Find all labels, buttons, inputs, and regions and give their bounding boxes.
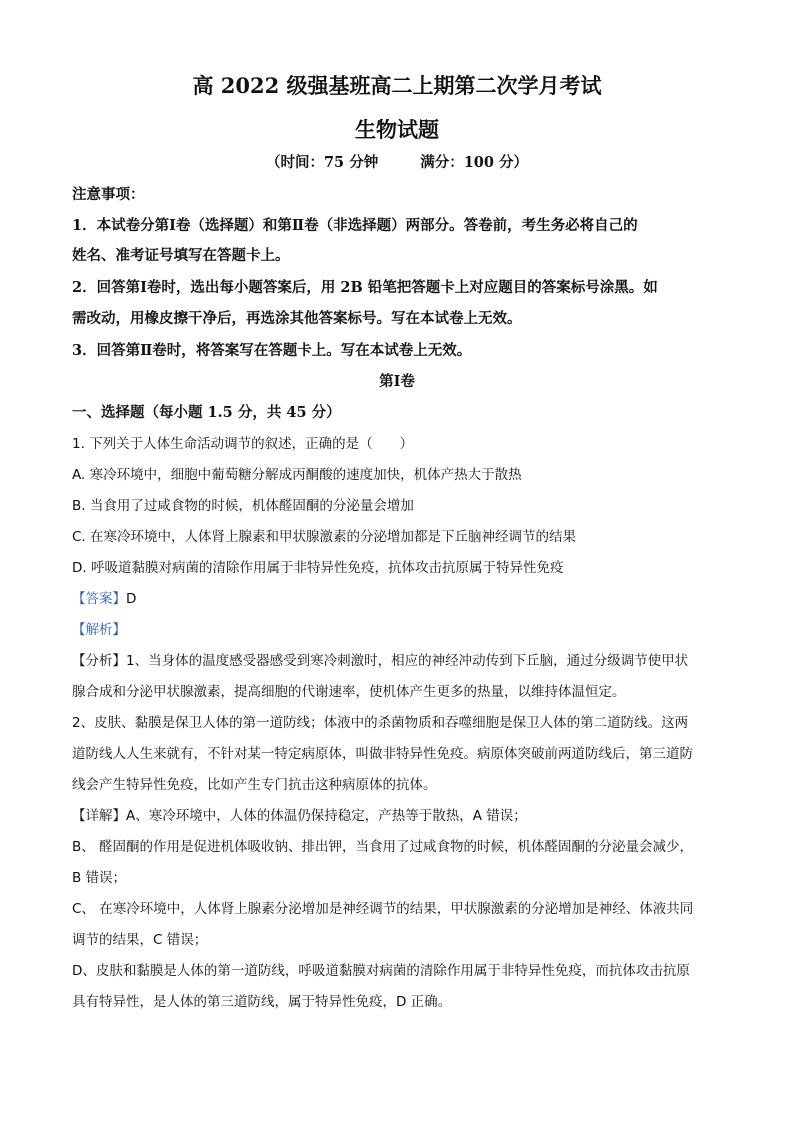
detail-b-line-1: B、 醛固酮的作用是促进机体吸收钠、排出钾，当食用了过咸食物的时候，机体醛固酮的分泌量会减少，	[72, 839, 694, 855]
fenxi-tag: 【分析】	[72, 653, 126, 669]
notice-item-2-line-2: 需改动，用橡皮擦干净后，再选涂其他答案标号。写在本试卷上无效。	[72, 310, 522, 327]
detail-b-line-2: B 错误；	[72, 870, 127, 886]
analysis-p1-text: 1、当身体的温度感受器感受到寒冷刺激时，相应的神经冲动传到下丘脑，通过分级调节使甲状	[126, 653, 689, 669]
answer-tag: 【答案】	[72, 591, 126, 607]
exam-time-score	[0, 151, 794, 172]
volume-heading: 第Ⅰ卷	[379, 373, 415, 390]
analysis-p1-line-1	[72, 649, 732, 669]
analysis-p2-line-3: 线会产生特异性免疫，比如产生专门抗击这种病原体的抗体。	[72, 777, 437, 793]
full-score: 满分：100 分）	[420, 154, 529, 171]
analysis-p1-line-2: 腺合成和分泌甲状腺激素，提高细胞的代谢速率，使机体产生更多的热量，以维持体温恒定。	[72, 684, 626, 700]
option-b: B. 当食用了过咸食物的时候，机体醛固酮的分泌量会增加	[72, 498, 414, 514]
subject-title: 生物试题	[355, 117, 439, 142]
analysis-p2-line-1: 2、皮肤、黏膜是保卫人体的第一道防线；体液中的杀菌物质和吞噬细胞是保卫人体的第二道防线。这两	[72, 715, 689, 731]
detail-c-line-1: C、 在寒冷环境中，人体肾上腺素分泌增加是神经调节的结果，甲状腺激素的分泌增加是神经、体液共同	[72, 901, 694, 917]
detail-a-text: A、寒冷环境中，人体的体温仍保持稳定，产热等于散热，A 错误；	[126, 808, 527, 824]
analysis-p2-line-2: 道防线人人生来就有，不针对某一特定病原体，叫做非特异性免疫。病原体突破前两道防线后，第三道防	[72, 746, 693, 762]
notice-item-1-line-1: 1．本试卷分第Ⅰ卷（选择题）和第Ⅱ卷（非选择题）两部分。答卷前，考生务必将自己的	[72, 217, 638, 234]
xiangjie-tag: 【详解】	[72, 808, 126, 824]
analysis-tag: 【解析】	[72, 622, 126, 638]
answer-value: D	[126, 591, 137, 607]
analysis-tag-line	[72, 618, 732, 638]
option-a: A. 寒冷环境中，细胞中葡萄糖分解成丙酮酸的速度加快，机体产热大于散热	[72, 467, 522, 483]
option-c: C. 在寒冷环境中，人体肾上腺素和甲状腺激素的分泌增加都是下丘脑神经调节的结果	[72, 529, 577, 545]
notice-heading: 注意事项：	[72, 186, 145, 203]
notice-item-3: 3．回答第Ⅱ卷时，将答案写在答题卡上。写在本试卷上无效。	[72, 342, 472, 359]
detail-c-line-2: 调节的结果，C 错误；	[72, 932, 208, 948]
option-d: D. 呼吸道黏膜对病菌的清除作用属于非特异性免疫，抗体攻击抗原属于特异性免疫	[72, 560, 564, 576]
detail-d-line-2: 具有特异性，是人体的第三道防线，属于特异性免疫，D 正确。	[72, 994, 452, 1010]
answer-line	[72, 587, 732, 607]
exam-title: 高 2022 级强基班高二上期第二次学月考试	[192, 73, 602, 98]
notice-item-1-line-2: 姓名、准考证号填写在答题卡上。	[72, 247, 290, 264]
detail-d-line-1: D、皮肤和黏膜是人体的第一道防线，呼吸道黏膜对病菌的清除作用属于非特异性免疫，而抗体攻击抗原	[72, 963, 690, 979]
notice-item-2-line-1: 2．回答第Ⅰ卷时，选出每小题答案后，用 2B 铅笔把答题卡上对应题目的答案标号涂黑。如	[72, 279, 658, 296]
section-heading: 一、选择题（每小题 1.5 分，共 45 分）	[72, 404, 341, 421]
question-stem: 1. 下列关于人体生命活动调节的叙述，正确的是（ ）	[72, 436, 414, 452]
detail-a	[72, 804, 732, 824]
time-limit: （时间：75 分钟	[265, 154, 379, 171]
